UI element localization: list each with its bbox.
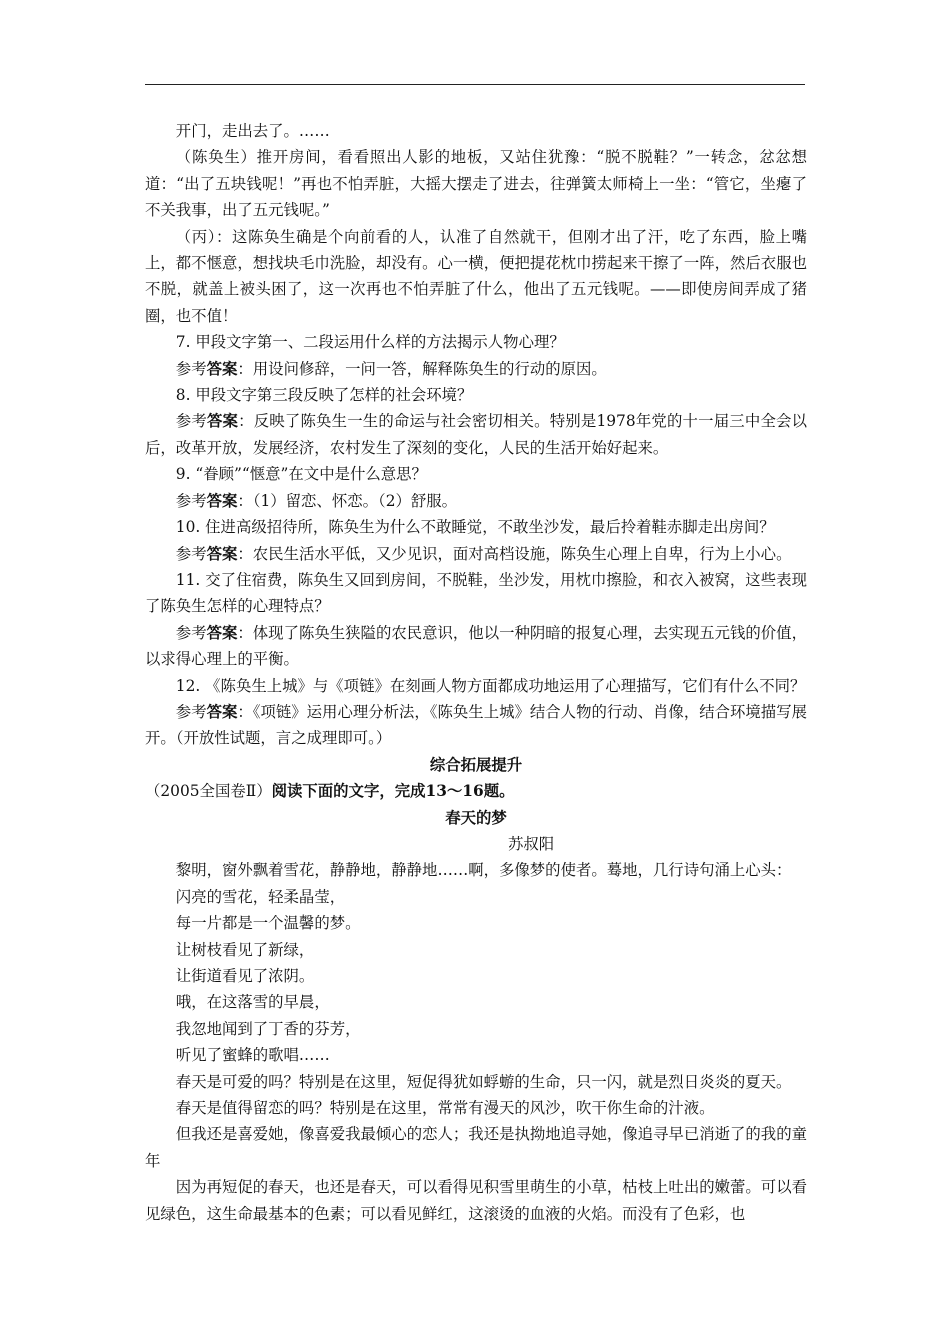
question-7: 7. 甲段文字第一、二段运用什么样的方法揭示人物心理？ [175, 333, 565, 352]
excerpt-paragraph-3: （丙）：这陈奂生确是个向前看的人，认准了自然就干，但刚才出了汗，吃了东西，脸上嘴上，都不惬意，想找块毛巾洗脸，却没有。心一横，便把提花枕巾捞起来干擦了一阵，然后衣服也不脱，就盖上被头困了，这一次再也不怕弄脏了什么，他出了五元钱呢。——即使房间弄成了猪圈，也不值！ [145, 227, 807, 325]
excerpt-paragraph-1: 开门，走出去了。…… [175, 122, 330, 140]
answer-10: 参考答案：农民生活水平低，又少见识，面对高档设施，陈奂生心理上自卑，行为上小心。 [175, 544, 792, 563]
answer-9: 参考答案：（1）留恋、怀恋。（2）舒服。 [175, 491, 458, 510]
essay-author: 苏叔阳 [508, 834, 555, 853]
question-8: 8. 甲段文字第三段反映了怎样的社会环境？ [175, 386, 473, 405]
verse-line: 听见了蜜蜂的歌唱…… [175, 1046, 330, 1065]
essay-paragraph: 因为再短促的春天，也还是春天，可以看得见积雪里萌生的小草，枯枝上吐出的嫩蕾。可以看见绿色，这生命最基本的色素；可以看见鲜红，这滚烫的血液的火焰。而没有了色彩，也 [145, 1178, 807, 1223]
essay-intro: 黎明，窗外飘着雪花，静静地，静静地……啊，多像梦的使者。蓦地，几行诗句涌上心头： [175, 861, 792, 880]
excerpt-paragraph-2: （陈奂生）推开房间，看看照出人影的地板，又站住犹豫：“脱不脱鞋？”一转念，忿忿想道：“出了五块钱呢！”再也不怕弄脏，大摇大摆走了进去，往弹簧太师椅上一坐：“管它，坐瘪了不关我事，出了五元钱呢。” [145, 148, 807, 220]
section-instruction: （2005全国卷Ⅱ）阅读下面的文字，完成13～16题。 [145, 782, 515, 801]
verse-line: 哦，在这落雪的早晨， [175, 993, 330, 1012]
verse-line: 让树枝看见了新绿， [175, 940, 315, 959]
question-12: 12. 《陈奂生上城》与《项链》在刻画人物方面都成功地运用了心理描写，它们有什么不同？ [175, 676, 806, 695]
essay-paragraph: 春天是值得留恋的吗？特别是在这里，常常有漫天的风沙，吹干你生命的汁液。 [175, 1099, 715, 1118]
answer-8: 参考答案：反映了陈奂生一生的命运与社会密切相关。特别是1978年党的十一届三中全会以后，改革开放，发展经济，农村发生了深刻的变化，人民的生活开始好起来。 [145, 412, 807, 457]
question-9: 9. “眷顾”“惬意”在文中是什么意思？ [175, 465, 427, 484]
verse-line: 让街道看见了浓阴。 [175, 967, 315, 985]
header-rule [145, 84, 805, 85]
question-11: 11. 交了住宿费，陈奂生又回到房间，不脱鞋，坐沙发，用枕巾擦脸，和衣入被窝，这些表现了陈奂生怎样的心理特点？ [145, 570, 807, 616]
verse-line: 闪亮的雪花，轻柔晶莹， [175, 887, 346, 906]
essay-title: 春天的梦 [445, 808, 507, 827]
page-content [145, 118, 807, 1227]
answer-12: 参考答案：《项链》运用心理分析法，《陈奂生上城》结合人物的行动、肖像，结合环境描写展开。（开放性试题，言之成理即可。） [145, 702, 807, 748]
verse-line: 我忽地闻到了丁香的芬芳， [175, 1019, 361, 1038]
section-heading: 综合拓展提升 [429, 755, 523, 774]
essay-paragraph: 春天是可爱的吗？特别是在这里，短促得犹如蜉蝣的生命，只一闪，就是烈日炎炎的夏天。 [175, 1072, 792, 1091]
question-10: 10. 住进高级招待所，陈奂生为什么不敢睡觉，不敢坐沙发，最后拎着鞋赤脚走出房间？ [175, 518, 775, 537]
answer-7: 参考答案：用设问修辞，一问一答，解释陈奂生的行动的原因。 [175, 359, 607, 378]
essay-paragraph: 但我还是喜爱她，像喜爱我最倾心的恋人；我还是执拗地追寻她，像追寻早已消逝了的我的童年 [145, 1125, 807, 1170]
verse-line: 每一片都是一个温馨的梦。 [175, 914, 361, 933]
answer-11: 参考答案：体现了陈奂生狭隘的农民意识，他以一种阴暗的报复心理，去实现五元钱的价值，以求得心理上的平衡。 [145, 623, 807, 669]
